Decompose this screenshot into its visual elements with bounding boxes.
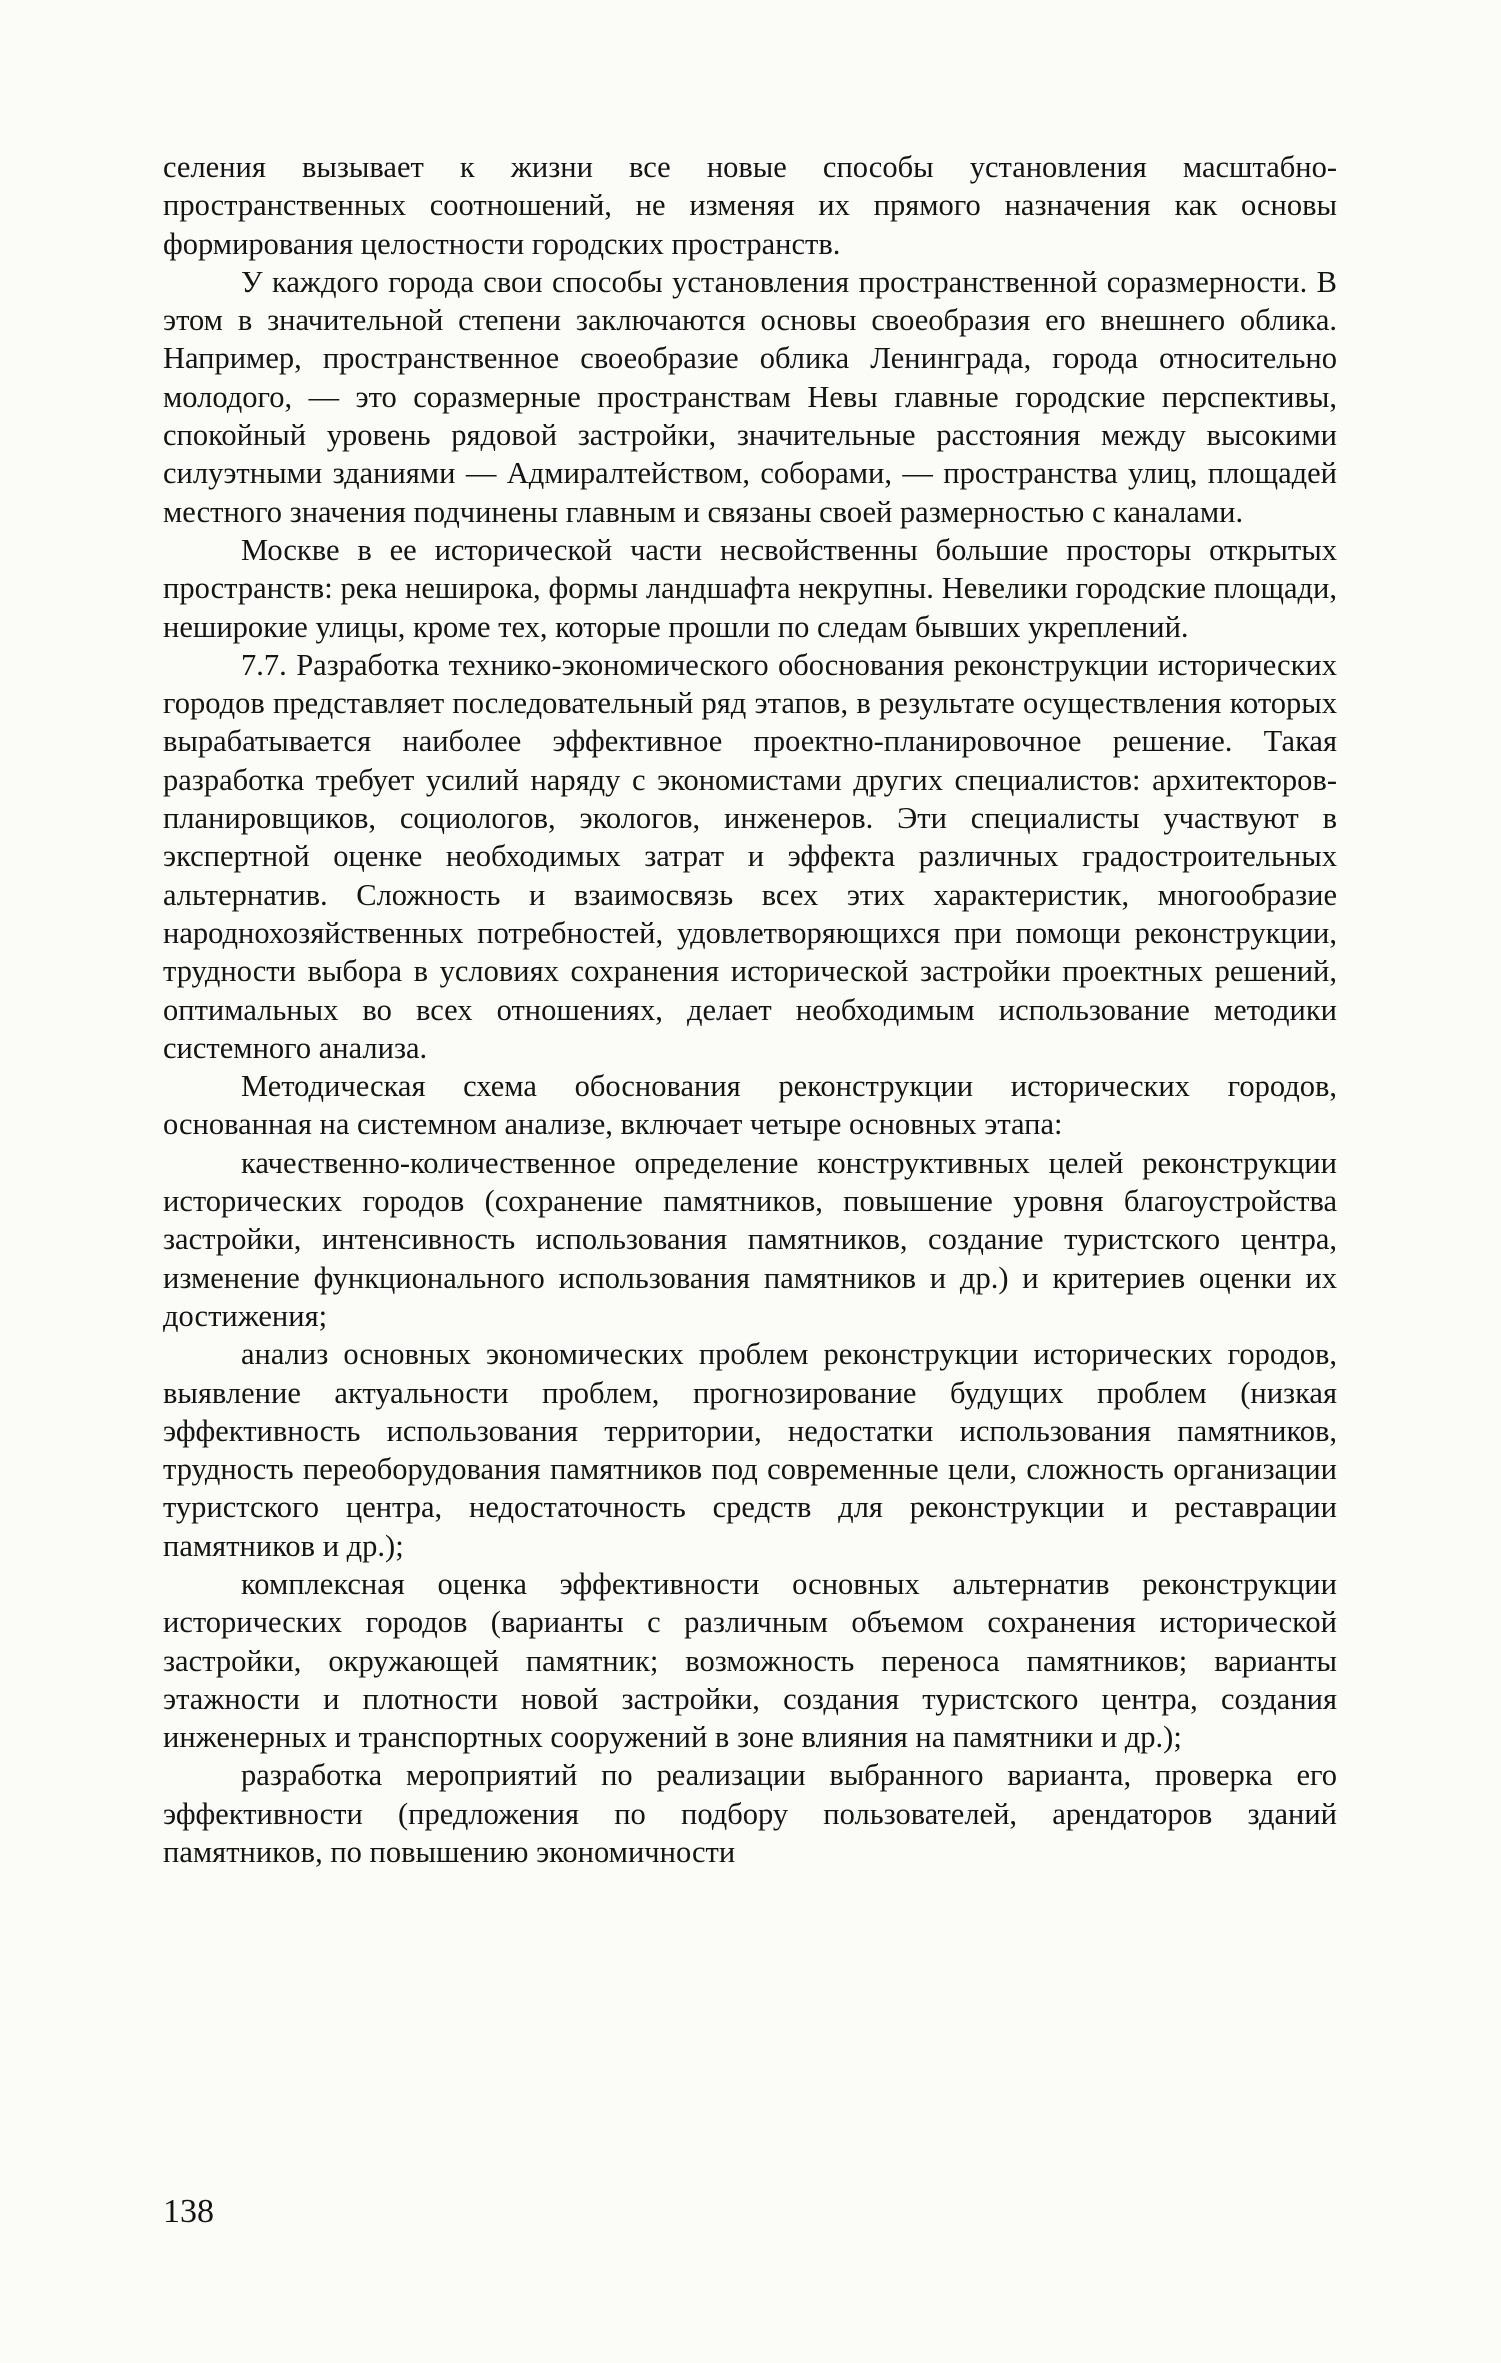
list-item-evaluation: комплексная оценка эффективности основных альтернатив реконструкции исторических городов (варианты с различным объемом сохранения исторической застройки, окружающей памятник; возможность переноса памятников; варианты этажности и плотности новой застройки, создания туристского центра, создания инженерных и транспортных сооружений в зоне влияния на памятники и др.); <box>163 1566 1337 1755</box>
paragraph-continuation: селения вызывает к жизни все новые способы установления масштабно-пространственных соотношений, не изменяя их прямого назначения как основы формирования целостности городских пространств. <box>163 150 1337 261</box>
body-text <box>163 148 1337 1871</box>
page-number: 138 <box>163 2193 214 2230</box>
paragraph-section-7-7: 7.7. Разработка технико-экономического обоснования реконструкции исторических городов представляет последовательный ряд этапов, в результате осуществления которых вырабатывается наиболее эффективное проектно-планировочное решение. Такая разработка требует усилий наряду с экономистами других специалистов: архитекторов-планировщиков, социологов, экологов, инженеров. Эти специалисты участвуют в экспертной оценке необходимых затрат и эффекта различных градостроительных альтернатив. Сложность и взаимосвязь всех этих характеристик, многообразие народнохозяйственных потребностей, удовлетворяющихся при помощи реконструкции, трудности выбора в условиях сохранения исторической застройки проектных решений, оптимальных во всех отношениях, делает необходимым использование методики системного анализа. <box>163 647 1337 1065</box>
list-item-analysis: анализ основных экономических проблем реконструкции исторических городов, выявление актуальности проблем, прогнозирование будущих проблем (низкая эффективность использования территории, недостатки использования памятников, трудность переоборудования памятников под современные цели, сложность организации туристского центра, недостаточность средств для реконструкции и реставрации памятников и др.); <box>163 1337 1337 1563</box>
list-item-goals: качественно-количественное определение конструктивных целей реконструкции исторических городов (сохранение памятников, повышение уровня благоустройства застройки, интенсивность использования памятников, создание туристского центра, изменение функционального использования памятников и др.) и критериев оценки их достижения; <box>163 1145 1337 1333</box>
paragraph-moscow: Москве в ее исторической части несвойственны большие просторы открытых пространств: река неширока, формы ландшафта некрупны. Невелики городские площади, неширокие улицы, кроме тех, которые прошли по следам бывших укреплений. <box>163 532 1337 644</box>
list-item-implementation: разработка мероприятий по реализации выбранного варианта, проверка его эффективности (предложения по подбору пользователей, арендаторов зданий памятников, по повышению экономичности <box>163 1758 1337 1870</box>
paragraph-method-scheme: Методическая схема обоснования реконструкции исторических городов, основанная на системном анализе, включает четыре основных этапа: <box>163 1069 1337 1142</box>
paragraph-spatial-proportion: У каждого города свои способы установления пространственной соразмерности. В этом в значительной степени заключаются основы своеобразия его внешнего облика. Например, пространственное своеобразие облика Ленинграда, города относительно молодого, — это соразмерные пространствам Невы главные городские перспективы, спокойный уровень рядовой застройки, значительные расстояния между высокими силуэтными зданиями — Адмиралтейством, соборами, — пространства улиц, площадей местного значения подчинены главным и связаны своей размерностью с каналами. <box>163 264 1337 529</box>
